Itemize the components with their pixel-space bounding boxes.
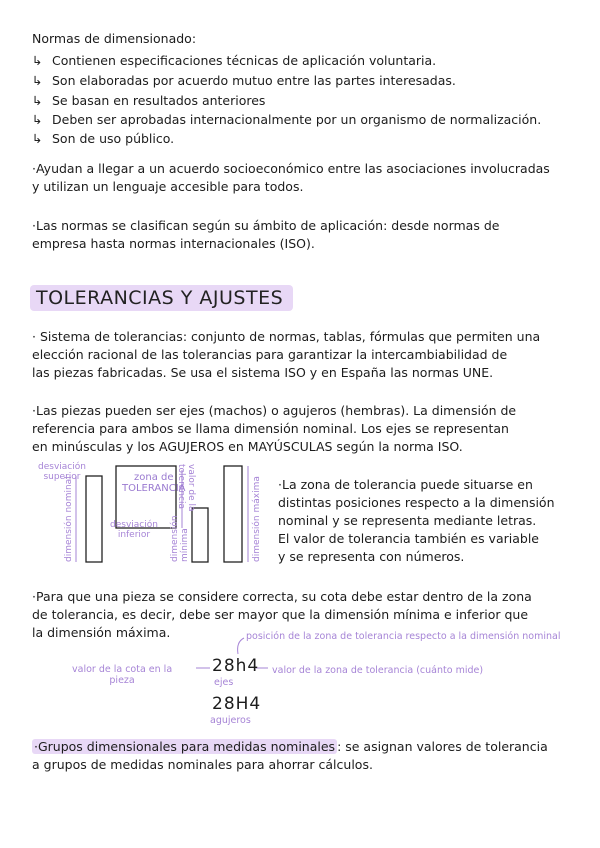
hooked-arrow-icon: ↳ bbox=[32, 112, 43, 127]
bullet-item bbox=[32, 111, 541, 129]
label-line: superior bbox=[43, 472, 81, 482]
label-ejes: ejes bbox=[214, 677, 234, 688]
label-line: tolerancia bbox=[176, 464, 186, 509]
notes-heading: Normas de dimensionado: bbox=[32, 31, 197, 46]
paragraph-line: las piezas fabricadas. Se usa el sistema ISO y en España las normas UNE. bbox=[32, 365, 494, 380]
label-line: valor de la bbox=[186, 464, 196, 512]
paragraph-line: referencia para ambos se llama dimensión nominal. Los ejes se representan bbox=[32, 421, 509, 436]
label-line: desviación bbox=[38, 462, 86, 472]
paragraph-line: la dimensión máxima. bbox=[32, 625, 171, 640]
label-agujeros: agujeros bbox=[210, 715, 251, 726]
label-line: zona de bbox=[134, 472, 174, 483]
highlight-grupos: ·Grupos dimensionales para medidas nominales bbox=[34, 739, 336, 754]
paragraph-line bbox=[32, 738, 577, 756]
paragraph-line: y utilizan un lenguaje accesible para todos. bbox=[32, 179, 304, 194]
bullet-item bbox=[32, 52, 436, 70]
paragraph-line: empresa hasta normas internacionales (ISO). bbox=[32, 236, 315, 251]
paragraph-ayudan bbox=[32, 160, 577, 196]
bullet-text: Son de uso público. bbox=[52, 131, 175, 146]
tolerance-example bbox=[0, 628, 600, 728]
label-dimension-minima bbox=[170, 515, 190, 562]
bullet-item bbox=[32, 72, 456, 90]
label-desviacion-inferior bbox=[110, 520, 158, 540]
paragraph-line: ·La zona de tolerancia puede situarse en bbox=[278, 477, 533, 492]
paragraph-zona bbox=[278, 476, 568, 566]
label-valor-cota bbox=[72, 664, 172, 686]
paragraph-line: El valor de tolerancia también es variable bbox=[278, 531, 539, 546]
bullet-item bbox=[32, 92, 265, 110]
tolerance-diagram bbox=[36, 458, 266, 573]
paragraph-line: ·Las piezas pueden ser ejes (machos) o agujeros (hembras). La dimensión de bbox=[32, 403, 517, 418]
hooked-arrow-icon: ↳ bbox=[32, 53, 43, 68]
section-title: TOLERANCIAS Y AJUSTES bbox=[30, 285, 293, 311]
hooked-arrow-icon: ↳ bbox=[32, 131, 43, 146]
hooked-arrow-icon: ↳ bbox=[32, 73, 43, 88]
label-valor-zona: valor de la zona de tolerancia (cuánto mide) bbox=[272, 665, 484, 676]
bullet-text: Contienen especificaciones técnicas de aplicación voluntaria. bbox=[52, 53, 437, 68]
paragraph-line: distintas posiciones respecto a la dimensión bbox=[278, 495, 555, 510]
paragraph-grupos bbox=[32, 738, 577, 774]
bullet-text: Son elaboradas por acuerdo mutuo entre las partes interesadas. bbox=[52, 73, 456, 88]
paragraph-line: en minúsculas y los AGUJEROS en MAYÚSCULAS según la norma ISO. bbox=[32, 439, 463, 454]
hooked-arrow-icon: ↳ bbox=[32, 93, 43, 108]
bullet-text: Deben ser aprobadas internacionalmente por un organismo de normalización. bbox=[52, 112, 542, 127]
label-line: mínima bbox=[180, 528, 190, 562]
code-eje: 28h4 bbox=[212, 656, 260, 676]
paragraph-line: ·Para que una pieza se considere correcta, su cota debe estar dentro de la zona bbox=[32, 589, 532, 604]
paragraph-line: · Sistema de tolerancias: conjunto de normas, tablas, fórmulas que permiten una bbox=[32, 329, 541, 344]
paragraph-line: nominal y se representa mediante letras. bbox=[278, 513, 537, 528]
paragraph-sistema bbox=[32, 328, 577, 382]
paragraph-piezas bbox=[32, 402, 577, 456]
label-line: valor de la cota en la bbox=[72, 664, 173, 675]
label-dimension-maxima: dimensión máxima bbox=[252, 476, 262, 562]
label-dimension-nominal: dimensión nominal bbox=[64, 476, 74, 562]
label-valor-tolerancia bbox=[176, 464, 196, 512]
paragraph-line: y se representa con números. bbox=[278, 549, 465, 564]
label-line: pieza bbox=[109, 675, 135, 686]
paragraph-line: de tolerancia, es decir, debe ser mayor que la dimensión mínima e inferior que bbox=[32, 607, 529, 622]
code-agujero: 28H4 bbox=[212, 694, 262, 714]
paragraph-line: ·Las normas se clasifican según su ámbito de aplicación: desde normas de bbox=[32, 218, 500, 233]
paragraph-clasifican bbox=[32, 217, 577, 253]
label-posicion-zona: posición de la zona de tolerancia respecto a la dimensión nominal bbox=[246, 631, 561, 642]
bullet-item bbox=[32, 130, 174, 148]
grupos-rest: : se asignan valores de tolerancia bbox=[337, 739, 548, 754]
paragraph-line: elección racional de las tolerancias para garantizar la intercambiabilidad de bbox=[32, 347, 508, 362]
label-desviacion-superior bbox=[38, 462, 86, 482]
label-line: inferior bbox=[117, 530, 151, 540]
paragraph-line: ·Ayudan a llegar a un acuerdo socioeconómico entre las asociaciones involucradas bbox=[32, 161, 550, 176]
label-line: desviación bbox=[110, 520, 158, 530]
label-line: TOLERANCIA bbox=[122, 483, 186, 494]
paragraph-line: a grupos de medidas nominales para ahorrar cálculos. bbox=[32, 757, 373, 772]
bullet-text: Se basan en resultados anteriores bbox=[52, 93, 266, 108]
label-line: dimensión bbox=[170, 515, 180, 562]
